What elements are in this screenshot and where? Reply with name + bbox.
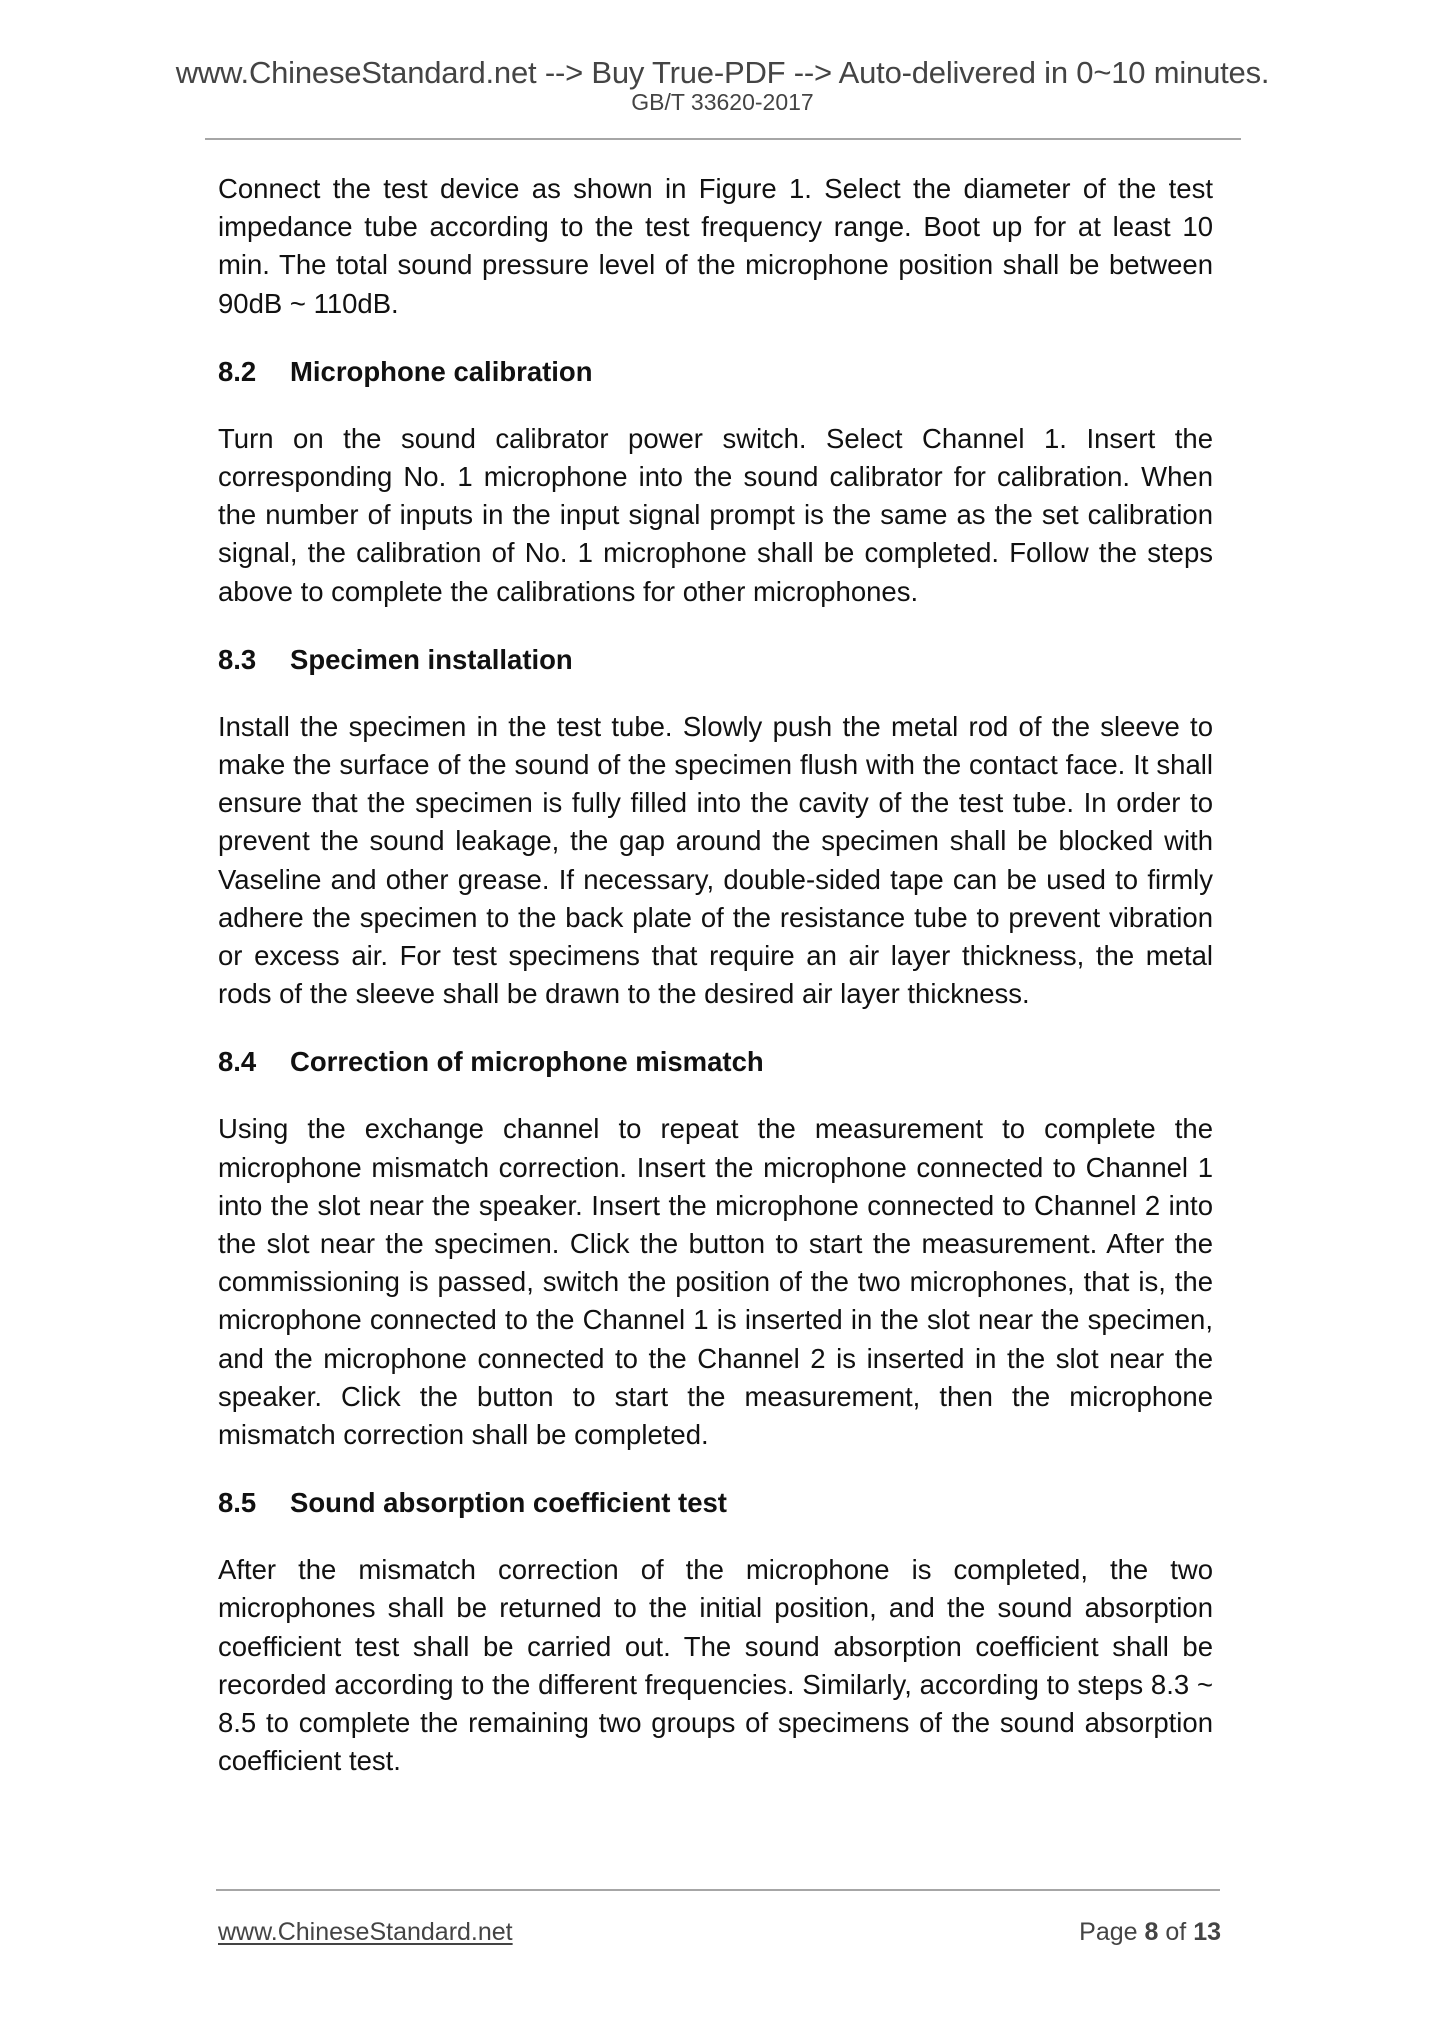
page-content: [218, 170, 1213, 1781]
header-divider: [205, 138, 1241, 140]
section-heading-8-4: [218, 1043, 1213, 1081]
section-title: Correction of microphone mismatch: [290, 1046, 764, 1078]
section-number: 8.5: [218, 1487, 257, 1519]
section-heading-8-3: [218, 641, 1213, 679]
header-banner: www.ChineseStandard.net --> Buy True-PDF --> Auto-delivered in 0~10 minutes.: [175, 55, 1270, 90]
section-paragraph-8-2: Turn on the sound calibrator power switch. Select Channel 1. Insert the corresponding No. 1 microphone into the sound calibrator for calibration. When the number of inputs in the input signal prompt is the same as the set calibration signal, the calibration of No. 1 microphone shall be completed. Follow the steps above to complete the calibrations for other microphones.: [218, 422, 1213, 607]
page-of: of: [1165, 1918, 1187, 1946]
section-paragraph-8-4: Using the exchange channel to repeat the measurement to complete the microphone mismatch correction. Insert the microphone connected to Channel 1 into the slot near the speaker. Insert the microphone connected to Channel 2 into the slot near the specimen. Click the button to start the measurement. After the commissioning is passed, switch the position of the two microphones, that is, the microphone connected to the Channel 1 is inserted in the slot near the specimen, and the microphone connected to the Channel 2 is inserted in the slot near the speaker. Click the button to start the measurement, then the microphone mismatch correction shall be completed.: [218, 1113, 1213, 1451]
document-number: GB/T 33620-2017: [631, 89, 814, 115]
intro-paragraph: Connect the test device as shown in Figure 1. Select the diameter of the test impedance tube according to the test frequency range. Boot up for at least 10 min. The total sound pressure level of the microphone position shall be between 90dB ~ 110dB.: [218, 173, 1213, 319]
page-total: 13: [1193, 1918, 1221, 1946]
page-prefix: Page: [1079, 1918, 1138, 1946]
footer-divider: [216, 1889, 1220, 1891]
section-paragraph-8-5: After the mismatch correction of the microphone is completed, the two microphones shall be returned to the initial position, and the sound absorption coefficient test shall be carried out. The sound absorption coefficient shall be recorded according to the different frequencies. Similarly, according to steps 8.3 ~ 8.5 to complete the remaining two groups of specimens of the sound absorption coefficient test.: [218, 1554, 1213, 1777]
section-heading-8-2: [218, 353, 1213, 391]
section-title: Specimen installation: [290, 643, 573, 675]
section-title: Microphone calibration: [290, 355, 593, 387]
section-number: 8.2: [218, 355, 257, 387]
section-number: 8.3: [218, 643, 257, 675]
footer-website-link[interactable]: www.ChineseStandard.net: [218, 1918, 513, 1946]
section-title: Sound absorption coefficient test: [290, 1487, 727, 1519]
page-current: 8: [1144, 1918, 1159, 1946]
page-indicator: [1079, 1918, 1221, 1947]
section-heading-8-5: [218, 1484, 1213, 1522]
section-number: 8.4: [218, 1046, 257, 1078]
section-paragraph-8-3: Install the specimen in the test tube. Slowly push the metal rod of the sleeve to make the surface of the sound of the specimen flush with the contact face. It shall ensure that the specimen is fully filled into the cavity of the test tube. In order to prevent the sound leakage, the gap around the specimen shall be blocked with Vaseline and other grease. If necessary, double-sided tape can be used to firmly adhere the specimen to the back plate of the resistance tube to prevent vibration or excess air. For test specimens that require an air layer thickness, the metal rods of the sleeve shall be drawn to the desired air layer thickness.: [218, 710, 1213, 1010]
